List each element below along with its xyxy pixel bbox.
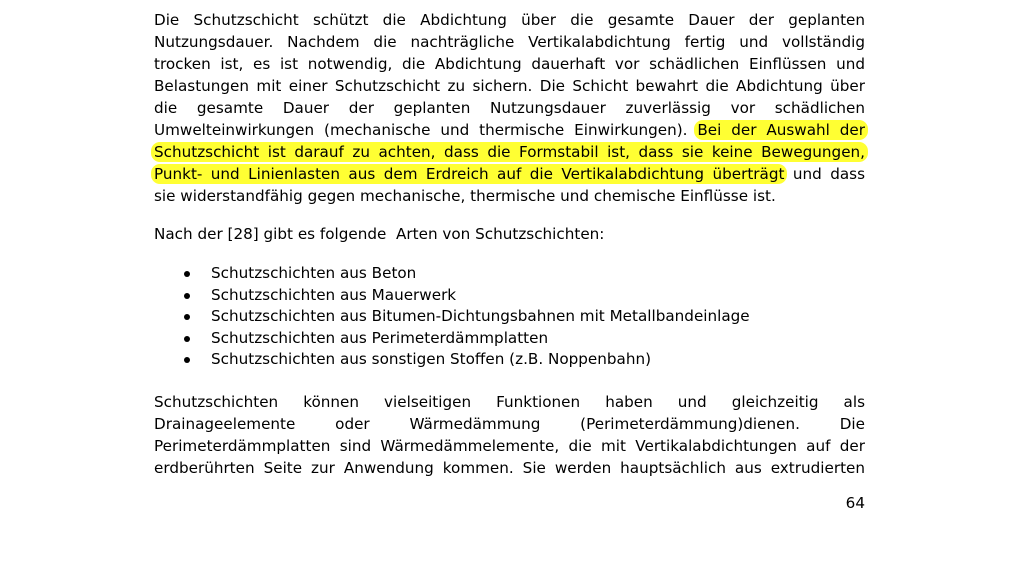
highlighted-text: Schutzschicht ist darauf zu achten, dass die Formstabil ist, dass sie keine Bewegungen,: [151, 142, 868, 162]
bullet-icon: [184, 314, 190, 320]
list-item: [154, 263, 750, 285]
text-line: sie widerstandfähig gegen mechanische, thermische und chemische Einflüsse ist.: [154, 187, 776, 205]
text-line: Belastungen mit einer Schutzschicht zu sichern. Die Schicht bewahrt die Abdichtung über: [154, 77, 865, 95]
text-line: Schutzschichten können vielseitigen Funktionen haben und gleichzeitig als: [154, 393, 865, 411]
highlighted-text: Bei der Auswahl der: [694, 120, 868, 140]
protection-layer-list: [154, 263, 750, 371]
text-line: [154, 119, 865, 141]
text-line: Perimeterdämmplatten sind Wärmedämmelemente, die mit Vertikalabdichtungen auf der: [154, 437, 865, 455]
text-line: [154, 163, 865, 185]
list-item: [154, 285, 750, 307]
page-number: 64: [845, 494, 865, 512]
list-item-text: Schutzschichten aus Bitumen-Dichtungsbahnen mit Metallbandeinlage: [211, 307, 750, 326]
list-item: [154, 328, 750, 350]
text-line: Nutzungsdauer. Nachdem die nachträgliche Vertikalabdichtung fertig und vollständig: [154, 33, 865, 51]
text-segment: Umwelteinwirkungen (mechanische und thermische Einwirkungen).: [154, 121, 688, 139]
text-line: erdberührten Seite zur Anwendung kommen. Sie werden hauptsächlich aus extrudierten: [154, 459, 865, 477]
text-line: die gesamte Dauer der geplanten Nutzungsdauer zuverlässig vor schädlichen: [154, 99, 865, 117]
list-item: [154, 349, 750, 371]
bullet-icon: [184, 336, 190, 342]
list-item-text: Schutzschichten aus Perimeterdämmplatten: [211, 328, 549, 347]
text-line: [154, 141, 865, 163]
paragraph-types-intro: Nach der [28] gibt es folgende Arten von Schutzschichten:: [154, 225, 605, 243]
text-line: Die Schutzschicht schützt die Abdichtung über die gesamte Dauer der geplanten: [154, 11, 865, 29]
bullet-icon: [184, 293, 190, 299]
paragraph-protection-layer: [154, 9, 865, 207]
list-item-text: Schutzschichten aus Mauerwerk: [211, 285, 457, 304]
list-item: [154, 306, 750, 328]
highlighted-text: Punkt- und Linienlasten aus dem Erdreich auf die Vertikalabdichtung überträgt: [151, 164, 787, 184]
list-item-text: Schutzschichten aus sonstigen Stoffen (z.B. Noppenbahn): [211, 350, 652, 369]
text-segment: und dass: [792, 165, 865, 183]
bullet-icon: [184, 271, 190, 277]
text-line: Drainageelemente oder Wärmedämmung (Perimeterdämmung)dienen. Die: [154, 415, 865, 433]
list-item-text: Schutzschichten aus Beton: [211, 264, 417, 282]
text-line: trocken ist, es ist notwendig, die Abdichtung dauerhaft vor schädlichen Einflüssen und: [154, 55, 865, 73]
paragraph-functions: [154, 391, 865, 479]
bullet-icon: [184, 357, 190, 363]
